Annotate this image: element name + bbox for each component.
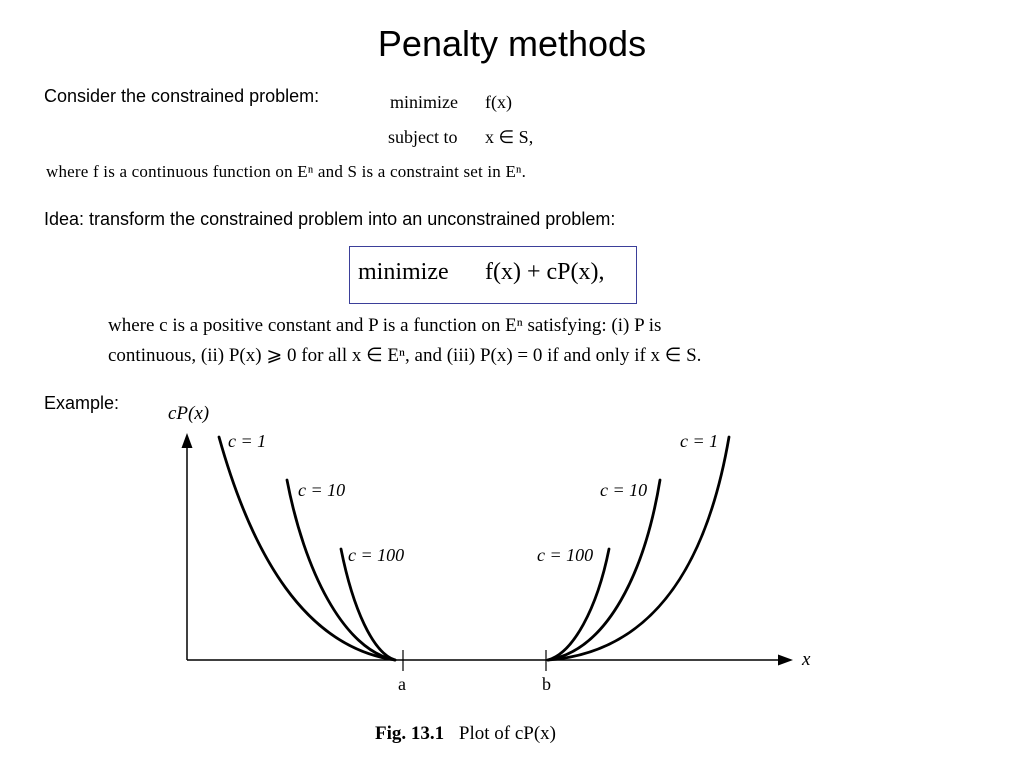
example-label: Example: bbox=[44, 393, 120, 413]
unconstrained-problem-box bbox=[349, 246, 637, 304]
conditions-line-1: where c is a positive constant and P is a function on Eⁿ satisfying: (i) P is bbox=[108, 315, 662, 336]
intro-where-text: where f is a continuous function on Eⁿ and S is a constraint set in Eⁿ. bbox=[46, 162, 527, 181]
page-title: Penalty methods bbox=[377, 23, 647, 64]
problem-subject-to-label: subject to bbox=[388, 127, 458, 147]
y-axis-arrowhead bbox=[182, 433, 193, 448]
right-label-c1: c = 1 bbox=[680, 431, 719, 451]
tick-label-b: b bbox=[542, 674, 551, 694]
x-axis-arrowhead bbox=[778, 655, 793, 666]
problem-minimize-label: minimize bbox=[390, 92, 458, 112]
penalty-plot bbox=[150, 395, 850, 705]
figure-caption bbox=[375, 723, 556, 745]
conditions-line-2: continuous, (ii) P(x) ⩾ 0 for all x ∈ Eⁿ, and (iii) P(x) = 0 if and only if x ∈ S. bbox=[108, 345, 702, 366]
problem-constraint: x ∈ S, bbox=[485, 127, 534, 147]
y-axis-label: cP(x) bbox=[168, 403, 210, 424]
left-label-c1: c = 1 bbox=[228, 431, 267, 451]
x-axis-label: x bbox=[802, 649, 811, 670]
right-label-c100: c = 100 bbox=[537, 545, 594, 565]
right-label-c10: c = 10 bbox=[600, 480, 648, 500]
boxed-minimize-label: minimize bbox=[358, 259, 449, 285]
curve-c10-left bbox=[287, 480, 395, 660]
intro-label: Consider the constrained problem: bbox=[44, 86, 320, 106]
curve-c100-left bbox=[341, 549, 395, 660]
idea-label: Idea: transform the constrained problem into an unconstrained problem: bbox=[44, 209, 616, 229]
curve-c100-right bbox=[548, 549, 609, 660]
left-label-c10: c = 10 bbox=[298, 480, 346, 500]
tick-label-a: a bbox=[398, 674, 406, 694]
left-label-c100: c = 100 bbox=[348, 545, 405, 565]
figure-caption-text: Plot of cP(x) bbox=[458, 723, 556, 744]
plot-layer bbox=[219, 437, 729, 660]
problem-objective: f(x) bbox=[485, 92, 512, 112]
boxed-objective: f(x) + cP(x), bbox=[485, 259, 605, 285]
figure-caption-number: Fig. 13.1 bbox=[375, 723, 445, 744]
